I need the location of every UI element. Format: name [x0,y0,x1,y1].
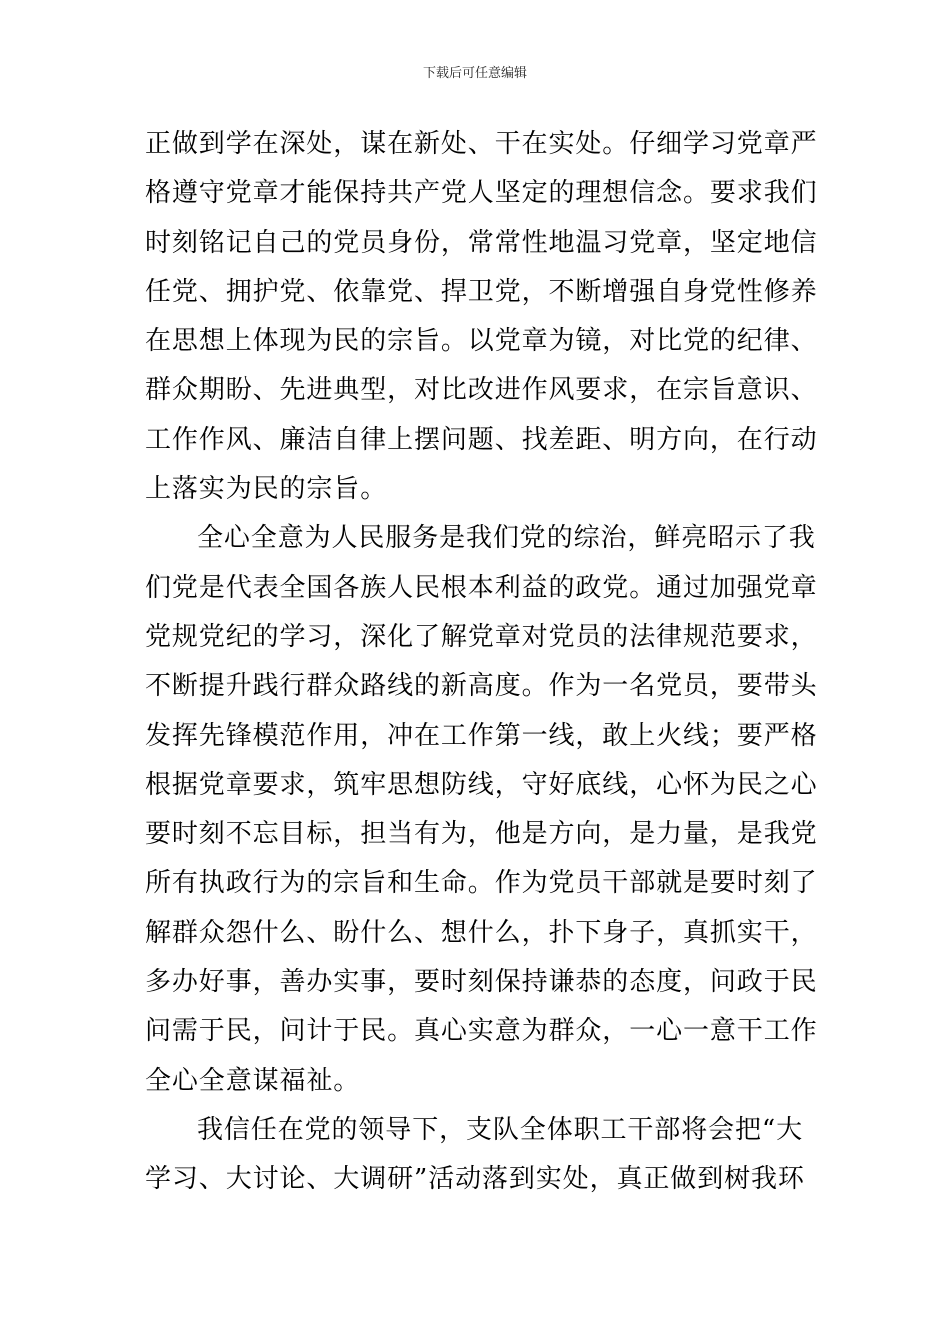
text-line: 多办好事，善办实事，要时刻保持谦恭的态度，问政于民 [145,967,818,998]
text-line: 根据党章要求，筑牢思想防线，守好底线，心怀为民之心 [145,769,818,800]
text-line: 正做到学在深处，谋在新处、干在实处。仔细学习党章严 [145,129,818,159]
text-line: 上落实为民的宗旨。 [145,474,388,505]
text-line-first: 全心全意为人民服务是我们党的综治，鲜亮昭示了我 [197,523,816,554]
text-line: 全心全意谋福祉。 [145,1065,361,1096]
text-line: 不断提升践行群众路线的新高度。作为一名党员，要带头 [145,671,818,702]
page-header: 下载后可任意编辑 [422,66,527,81]
document-body [145,120,818,1205]
text-line: 群众期盼、先进典型，对比改进作风要求，在宗旨意识、 [145,375,818,406]
text-line: 任党、拥护党、依靠党、捍卫党，不断增强自身党性修养 [145,276,818,307]
text-line: 党规党纪的学习，深化了解党章对党员的法律规范要求， [145,621,818,652]
text-line: 们党是代表全国各族人民根本利益的政党。通过加强党章 [145,572,818,603]
text-line: 所有执政行为的宗旨和生命。作为党员干部就是要时刻了 [145,868,818,899]
text-line: 要时刻不忘目标，担当有为，他是方向，是力量，是我党 [145,819,818,850]
text-line: 格遵守党章才能保持共产党人坚定的理想信念。要求我们 [145,178,818,209]
text-line: 解群众怨什么、盼什么、想什么，扑下身子，真抓实干， [145,917,818,948]
paragraph-2 [145,514,818,1106]
paragraph-1 [145,120,818,514]
text-line: 学习、大讨论、大调研”活动落到实处，真正做到树我环 [145,1164,805,1195]
text-line: 发挥先锋模范作用，冲在工作第一线，敢上火线；要严格 [145,720,818,751]
text-line-first: 我信任在党的领导下，支队全体职工干部将会把“大 [197,1114,803,1145]
text-line: 工作作风、廉洁自律上摆问题、找差距、明方向，在行动 [145,424,818,455]
text-line: 在思想上体现为民的宗旨。以党章为镜，对比党的纪律、 [145,326,818,357]
text-line: 时刻铭记自己的党员身份，常常性地温习党章，坚定地信 [145,227,818,258]
text-line: 问需于民，问计于民。真心实意为群众，一心一意干工作 [145,1016,818,1047]
paragraph-3 [145,1106,813,1205]
